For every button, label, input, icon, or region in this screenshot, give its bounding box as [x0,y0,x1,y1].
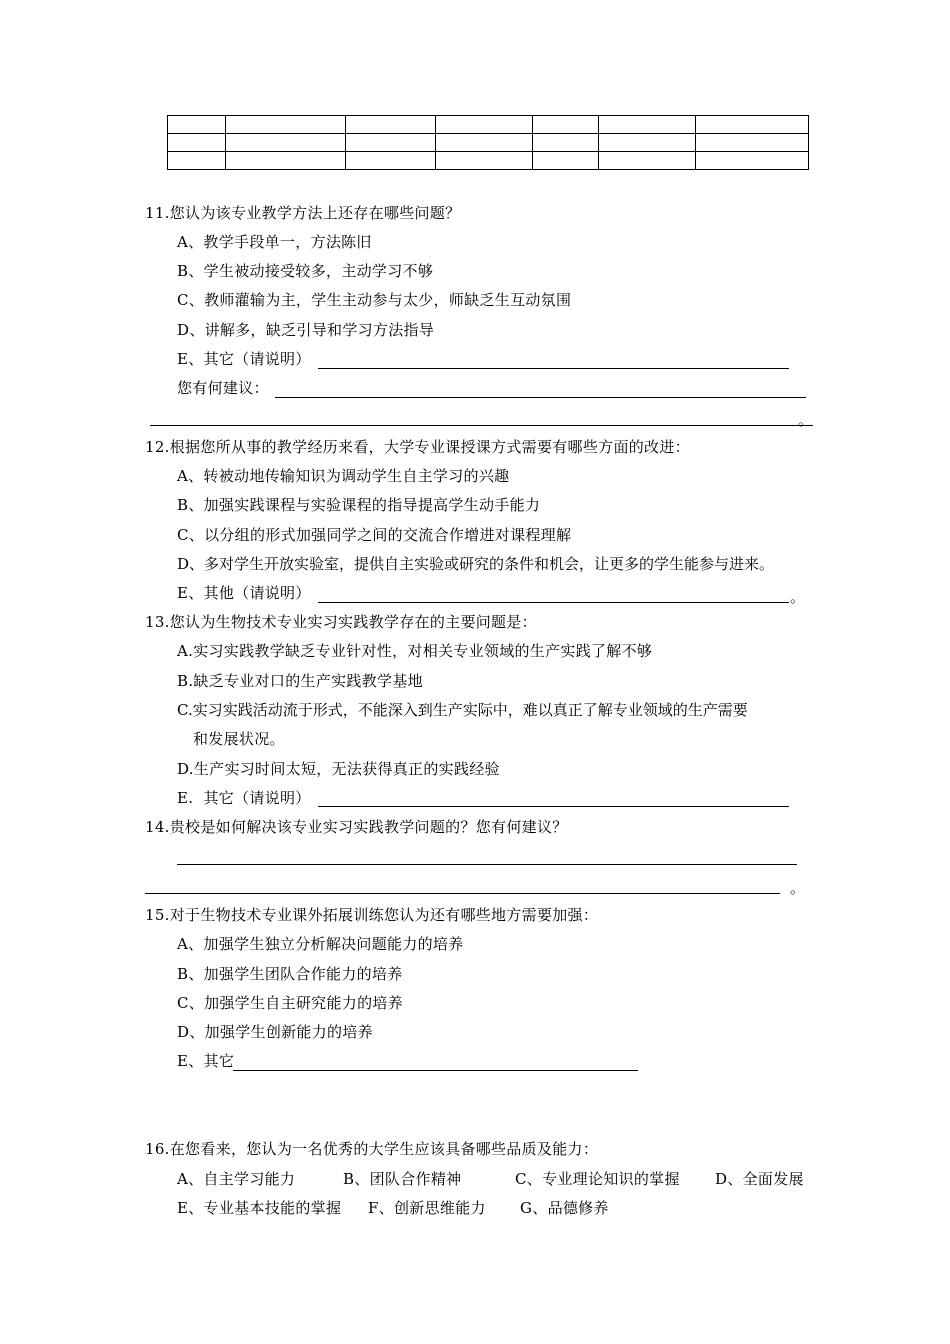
table-cell [696,134,809,152]
q14-answer-line[interactable] [177,864,797,865]
table-cell [599,152,696,170]
q15-option-d: D、加强学生创新能力的培养 [177,1023,373,1041]
table-cell [436,116,533,134]
q13-option-c: C.实习实践活动流于形式，不能深入到生产实际中，难以真正了解专业领域的生产需要 [177,701,748,719]
q14-answer-line-2[interactable] [145,893,780,894]
table-cell [436,134,533,152]
q13-option-b: B.缺乏专业对口的生产实践教学基地 [177,672,423,690]
q11-suggest-label: 您有何建议： [177,379,269,397]
table-cell [533,134,599,152]
q15-option-c: C、加强学生自主研究能力的培养 [177,994,403,1012]
q13-option-c-cont: 和发展状况。 [193,730,285,748]
q11-option-c: C、教师灌输为主，学生主动参与太少，师缺乏生互动氛围 [177,291,572,309]
table-cell [533,116,599,134]
q16-option-f: F、创新思维能力 [368,1199,486,1217]
q11-other-answer-line[interactable] [318,368,789,369]
table-cell [599,116,696,134]
table-cell [346,116,436,134]
q15-option-a: A、加强学生独立分析解决问题能力的培养 [177,935,464,953]
table-cell [346,134,436,152]
q12-other-answer-line[interactable] [318,602,789,603]
table-cell [436,152,533,170]
table-cell [168,134,226,152]
q12-period: 。 [790,588,806,606]
table-cell [168,152,226,170]
q16-title: 16.在您看来，您认为一名优秀的大学生应该具备哪些品质及能力： [145,1140,599,1158]
q11-option-e: E、其它（请说明） [177,350,311,368]
table-row [168,116,809,134]
q11-suggest-answer-line-2[interactable] [150,425,813,426]
q12-option-d: D、多对学生开放实验室，提供自主实验或研究的条件和机会，让更多的学生能参与进来。 [177,555,775,573]
table-row [168,152,809,170]
q12-option-b: B、加强实践课程与实验课程的指导提高学生动手能力 [177,496,541,514]
q14-period: 。 [790,879,806,897]
table-cell [226,152,346,170]
q13-option-a: A.实习实践教学缺乏专业针对性，对相关专业领域的生产实践了解不够 [177,642,653,660]
q15-option-b: B、加强学生团队合作能力的培养 [177,965,403,983]
q12-option-a: A、转被动地传输知识为调动学生自主学习的兴趣 [177,467,510,485]
table-cell [226,116,346,134]
q16-option-c: C、专业理论知识的掌握 [515,1170,680,1188]
table-row [168,134,809,152]
table-cell [533,152,599,170]
table-cell [599,134,696,152]
q13-other-answer-line[interactable] [318,806,789,807]
table-cell [696,152,809,170]
q15-title: 15.对于生物技术专业课外拓展训练您认为还有哪些地方需要加强： [145,906,599,924]
q15-other-answer-line[interactable] [233,1070,638,1071]
q16-option-e: E、专业基本技能的掌握 [177,1199,342,1217]
q16-option-d: D、全面发展 [715,1170,804,1188]
q11-suggest-answer-line[interactable] [275,397,806,398]
q15-option-e: E、其它 [177,1052,235,1070]
q13-option-d: D.生产实习时间太短，无法获得真正的实践经验 [177,760,500,778]
q14-title: 14.贵校是如何解决该专业实习实践教学问题的？您有何建议？ [145,818,568,836]
q13-option-e: E. 其它（请说明） [177,789,311,807]
q16-option-g: G、品德修养 [520,1199,609,1217]
q12-option-c: C、以分组的形式加强同学之间的交流合作增进对课程理解 [177,526,572,544]
table-cell [226,134,346,152]
q12-title: 12.根据您所从事的教学经历来看，大学专业课授课方式需要有哪些方面的改进： [145,438,690,456]
q13-title: 13.您认为生物技术专业实习实践教学存在的主要问题是： [145,613,537,631]
q12-option-e: E、其他（请说明） [177,584,311,602]
q11-option-b: B、学生被动接受较多，主动学习不够 [177,262,434,280]
q11-option-a: A、教学手段单一，方法陈旧 [177,233,372,251]
q11-title: 11.您认为该专业教学方法上还存在哪些问题？ [145,204,461,222]
table-cell [168,116,226,134]
q16-option-a: A、自主学习能力 [177,1170,296,1188]
response-table [167,115,809,170]
q11-option-d: D、讲解多，缺乏引导和学习方法指导 [177,321,435,339]
q11-period: 。 [798,411,814,429]
table-cell [346,152,436,170]
table-cell [696,116,809,134]
q16-option-b: B、团队合作精神 [343,1170,462,1188]
